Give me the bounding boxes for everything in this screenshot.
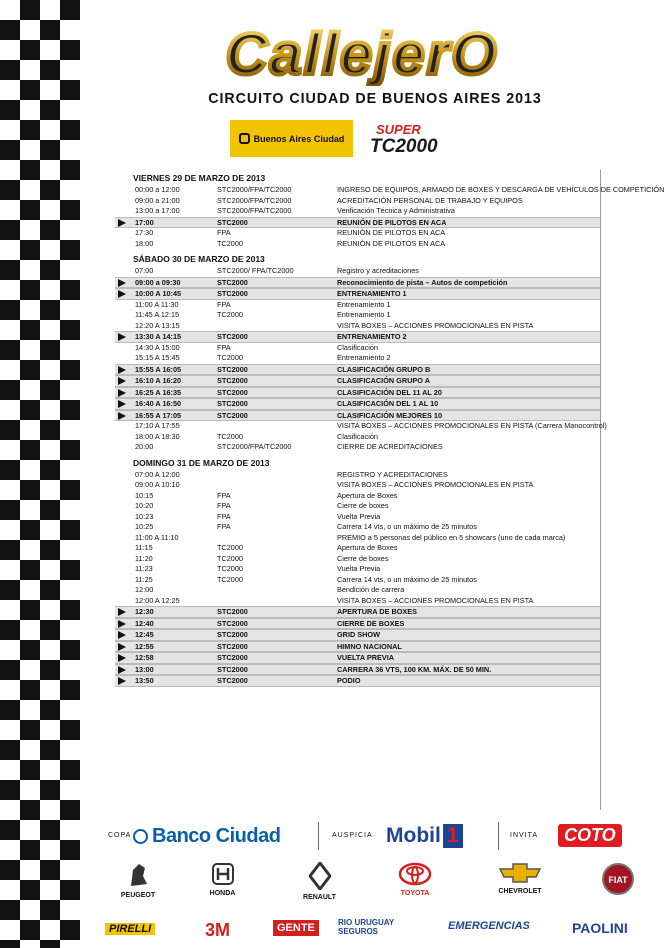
row-event: ENTRENAMIENTO 1 bbox=[337, 289, 407, 298]
mobil-1-logo: Mobil 1 bbox=[386, 824, 463, 848]
row-time: 12:55 bbox=[135, 641, 154, 651]
toyota-logo: TOYOTA bbox=[385, 862, 445, 897]
schedule-row bbox=[115, 300, 600, 311]
schedule-row bbox=[115, 533, 600, 544]
row-time: 10:20 bbox=[135, 501, 154, 510]
row-time: 14:30 A 15:00 bbox=[135, 342, 180, 352]
buenos-aires-ciudad-logo: Buenos Aires Ciudad bbox=[230, 120, 353, 157]
row-time: 09:00 a 09:30 bbox=[135, 277, 181, 287]
peugeot-logo: PEUGEOT bbox=[108, 862, 168, 899]
row-category: STC2000/ FPA/TC2000 bbox=[217, 266, 294, 275]
schedule-row bbox=[115, 543, 600, 554]
row-category: STC2000 bbox=[217, 399, 248, 408]
row-event: CARRERA 36 VTS, 100 KM. MÁX. DE 50 MIN. bbox=[337, 664, 492, 674]
schedule-row bbox=[115, 491, 600, 502]
schedule-row-highlighted bbox=[115, 398, 600, 410]
row-time: 17:00 bbox=[135, 217, 154, 227]
row-event: Carrera 14 vts, o un máximo de 25 minutos bbox=[337, 522, 477, 531]
row-time: 12:20 A 13:15 bbox=[135, 320, 180, 330]
row-category: TC2000 bbox=[217, 564, 243, 573]
schedule-row-highlighted bbox=[115, 618, 600, 630]
day-heading: VIERNES 29 DE MARZO DE 2013 bbox=[133, 173, 266, 183]
chevrolet-bowtie-icon bbox=[498, 862, 542, 884]
schedule-row-highlighted bbox=[115, 410, 600, 422]
invita-label: INVITA bbox=[510, 832, 539, 839]
row-time: 18:00 bbox=[135, 238, 154, 248]
header bbox=[80, 0, 670, 168]
schedule-row bbox=[115, 470, 600, 481]
arrow-right-icon bbox=[118, 643, 126, 651]
row-category: FPA bbox=[217, 228, 231, 237]
row-time: 12:00 bbox=[135, 585, 154, 594]
row-time: 10:25 bbox=[135, 522, 154, 531]
row-time: 12:40 bbox=[135, 618, 154, 628]
schedule-row bbox=[115, 596, 600, 607]
row-event: INGRESO DE EQUIPOS, ARMADO DE BOXES Y DESCARGA DE VEHÍCULOS DE COMPETICIÓN bbox=[337, 185, 665, 194]
row-category: STC2000 bbox=[217, 217, 248, 227]
row-category: STC2000 bbox=[217, 676, 248, 685]
row-category: STC2000/FPA/TC2000 bbox=[217, 442, 292, 451]
row-event: REUNIÓN DE PILOTOS EN ACA bbox=[337, 238, 446, 248]
row-category: TC2000 bbox=[217, 553, 243, 563]
row-time: 13:50 bbox=[135, 676, 154, 685]
row-event: Reconocimiento de pista – Autos de competición bbox=[337, 277, 508, 287]
schedule-row-highlighted bbox=[115, 652, 600, 664]
row-category: STC2000 bbox=[217, 332, 248, 341]
row-category: STC2000 bbox=[217, 387, 248, 397]
callejero-logo bbox=[140, 24, 585, 86]
schedule-row bbox=[115, 421, 607, 432]
row-time: 12:45 bbox=[135, 630, 154, 639]
honda-logo: HONDA bbox=[195, 862, 250, 897]
row-event: Clasificación bbox=[337, 342, 378, 352]
row-time: 16:10 A 16:20 bbox=[135, 376, 182, 385]
arrow-right-icon bbox=[118, 290, 126, 298]
schedule-row bbox=[115, 432, 600, 443]
schedule-row bbox=[115, 206, 600, 217]
schedule-row-highlighted bbox=[115, 641, 600, 653]
row-time: 15:55 A 16:05 bbox=[135, 364, 182, 374]
row-event: Carrera 14 vts, o un máximo de 25 minutos bbox=[337, 574, 477, 584]
row-category: STC2000/FPA/TC2000 bbox=[217, 185, 292, 194]
schedule-row-highlighted bbox=[115, 387, 600, 399]
row-event: Bendición de carrera bbox=[337, 585, 405, 594]
arrow-right-icon bbox=[118, 333, 126, 341]
row-event: Clasificación bbox=[337, 431, 378, 441]
gente-logo: GENTE bbox=[273, 920, 319, 936]
row-event: REUNIÓN DE PILOTOS EN ACA bbox=[337, 228, 446, 237]
row-category: FPA bbox=[217, 490, 231, 500]
row-event: VISITA BOXES – ACCIONES PROMOCIONALES EN PISTA bbox=[337, 480, 534, 489]
arrow-right-icon bbox=[118, 377, 126, 385]
row-time: 15:15 A 15:45 bbox=[135, 353, 180, 362]
row-category: STC2000 bbox=[217, 630, 248, 639]
arrow-right-icon bbox=[118, 412, 126, 420]
arrow-right-icon bbox=[118, 631, 126, 639]
row-time: 12:00 A 12:25 bbox=[135, 595, 180, 605]
chevrolet-logo: CHEVROLET bbox=[485, 862, 555, 895]
schedule-row bbox=[115, 343, 600, 354]
schedule-row bbox=[115, 442, 600, 453]
row-time: 18:00 A 18:30 bbox=[135, 431, 180, 441]
row-category: STC2000 bbox=[217, 410, 248, 420]
schedule-row-highlighted bbox=[115, 217, 600, 229]
banco-ciudad-icon bbox=[133, 829, 148, 844]
row-time: 11:45 A 12:15 bbox=[135, 310, 180, 319]
car-brands bbox=[80, 862, 670, 907]
row-category: STC2000 bbox=[217, 607, 248, 616]
schedule-row bbox=[115, 228, 600, 239]
schedule-row-highlighted bbox=[115, 375, 600, 387]
row-time: 11:00 A 11:10 bbox=[135, 532, 179, 542]
row-event: REGISTRO Y ACREDITACIONES bbox=[337, 469, 448, 479]
auspicia-label: AUSPICIA bbox=[332, 832, 373, 839]
schedule-row bbox=[115, 512, 600, 523]
schedule-row bbox=[115, 575, 600, 586]
renault-diamond-icon bbox=[309, 862, 331, 890]
day-heading: SÁBADO 30 DE MARZO DE 2013 bbox=[133, 254, 265, 264]
schedule-row bbox=[115, 321, 600, 332]
schedule-row bbox=[115, 239, 600, 250]
row-category: FPA bbox=[217, 342, 231, 352]
arrow-right-icon bbox=[118, 219, 126, 227]
row-category: TC2000 bbox=[217, 238, 243, 248]
row-category: TC2000 bbox=[217, 574, 243, 584]
row-event: ENTRENAMIENTO 2 bbox=[337, 332, 407, 341]
schedule-row-highlighted bbox=[115, 606, 600, 618]
row-time: 11:00 A 11:30 bbox=[135, 299, 179, 309]
row-category: STC2000 bbox=[217, 277, 248, 287]
renault-logo: RENAULT bbox=[292, 862, 347, 901]
row-event: Verificación Técnica y Administrativa bbox=[337, 206, 455, 215]
row-event: Entrenamiento 1 bbox=[337, 299, 391, 309]
day-heading: DOMINGO 31 DE MARZO DE 2013 bbox=[133, 457, 270, 468]
row-time: 07:00 A 12:00 bbox=[135, 469, 180, 479]
footer-sponsors bbox=[80, 910, 670, 945]
row-time: 10:23 bbox=[135, 511, 154, 521]
row-time: 10:15 bbox=[135, 490, 154, 500]
event-subtitle: CIRCUITO CIUDAD DE BUENOS AIRES 2013 bbox=[208, 90, 542, 107]
arrow-right-icon bbox=[118, 279, 126, 287]
row-event: VISITA BOXES – ACCIONES PROMOCIONALES EN PISTA (Carrera Manocontrol) bbox=[337, 421, 607, 430]
row-category: STC2000 bbox=[217, 364, 248, 374]
honda-h-icon bbox=[211, 862, 235, 886]
row-event: Registro y acreditaciones bbox=[337, 266, 419, 275]
svg-text:TC2000: TC2000 bbox=[370, 136, 438, 156]
emergencias-logo: EMERGENCIAS bbox=[448, 920, 530, 932]
row-time: 09:00 a 21:00 bbox=[135, 195, 180, 205]
row-category: TC2000 bbox=[217, 543, 243, 552]
paolini-logo: PAOLINI bbox=[572, 920, 628, 936]
row-event: CLASIFICACIÓN GRUPO B bbox=[337, 364, 431, 374]
schedule-row-highlighted bbox=[115, 629, 600, 641]
row-event: Vuelta Previa bbox=[337, 511, 381, 521]
row-event: HIMNO NACIONAL bbox=[337, 641, 402, 651]
row-event: Cierre de boxes bbox=[337, 501, 389, 510]
fiat-logo bbox=[595, 862, 640, 898]
row-category: STC2000/FPA/TC2000 bbox=[217, 195, 292, 205]
row-event: CLASIFICACIÓN MEJORES 10 bbox=[337, 410, 443, 420]
schedule-row bbox=[115, 196, 600, 207]
schedule-row-highlighted bbox=[115, 277, 600, 289]
schedule-row bbox=[115, 564, 600, 575]
copa-label: COPA bbox=[108, 832, 132, 839]
schedule bbox=[115, 168, 665, 808]
schedule-row-highlighted bbox=[115, 675, 600, 687]
row-event: APERTURA DE BOXES bbox=[337, 607, 418, 616]
arrow-right-icon bbox=[118, 620, 126, 628]
row-time: 13:30 A 14:15 bbox=[135, 332, 182, 341]
row-event: VISITA BOXES – ACCIONES PROMOCIONALES EN PISTA bbox=[337, 320, 534, 330]
row-event: Entrenamiento 1 bbox=[337, 310, 391, 319]
row-time: 12:30 bbox=[135, 607, 154, 616]
3m-logo: 3M bbox=[205, 920, 231, 940]
arrow-right-icon bbox=[118, 677, 126, 685]
schedule-row bbox=[115, 353, 600, 364]
row-time: 20:00 bbox=[135, 442, 154, 451]
row-time: 11:25 bbox=[135, 574, 153, 584]
rio-uruguay-seguros-logo: RIO URUGUAY SEGUROS bbox=[338, 918, 395, 936]
row-event: REUNIÓN DE PILOTOS EN ACA bbox=[337, 217, 447, 227]
arrow-right-icon bbox=[118, 366, 126, 374]
row-time: 13:00 bbox=[135, 664, 154, 674]
row-time: 07:00 bbox=[135, 266, 154, 275]
row-event: Vuelta Previa bbox=[337, 564, 381, 573]
row-time: 13:00 a 17:00 bbox=[135, 206, 180, 215]
schedule-row bbox=[115, 185, 665, 196]
divider bbox=[498, 822, 499, 850]
divider bbox=[318, 822, 319, 850]
arrow-right-icon bbox=[118, 608, 126, 616]
schedule-row bbox=[115, 266, 600, 277]
row-event: VISITA BOXES – ACCIONES PROMOCIONALES EN PISTA bbox=[337, 595, 534, 605]
row-event: CLASIFICACIÓN GRUPO A bbox=[337, 376, 430, 385]
row-event: Apertura de Boxes bbox=[337, 543, 398, 552]
row-category: FPA bbox=[217, 501, 231, 510]
schedule-row-highlighted bbox=[115, 331, 600, 343]
arrow-right-icon bbox=[118, 400, 126, 408]
pirelli-logo: PIRELLI bbox=[105, 923, 155, 935]
arrow-right-icon bbox=[118, 389, 126, 397]
row-event: GRID SHOW bbox=[337, 630, 380, 639]
checkered-flag-border bbox=[0, 0, 80, 948]
row-category: FPA bbox=[217, 511, 231, 521]
schedule-row-highlighted bbox=[115, 364, 600, 376]
row-event: Apertura de Boxes bbox=[337, 490, 398, 500]
row-category: FPA bbox=[217, 299, 231, 309]
row-category: FPA bbox=[217, 522, 231, 531]
row-category: TC2000 bbox=[217, 353, 243, 362]
row-time: 16:55 A 17:05 bbox=[135, 410, 182, 420]
arrow-right-icon bbox=[118, 654, 126, 662]
row-category: STC2000/FPA/TC2000 bbox=[217, 206, 292, 215]
row-time: 12:58 bbox=[135, 653, 154, 662]
super-tc2000-logo bbox=[366, 120, 464, 156]
row-time: 11:20 bbox=[135, 553, 153, 563]
row-time: 00:00 a 12:00 bbox=[135, 185, 180, 194]
schedule-row bbox=[115, 310, 600, 321]
schedule-row-highlighted bbox=[115, 664, 600, 676]
row-category: TC2000 bbox=[217, 431, 243, 441]
schedule-row bbox=[115, 554, 600, 565]
svg-text:FIAT: FIAT bbox=[607, 875, 628, 885]
row-category: TC2000 bbox=[217, 310, 243, 319]
row-event: CIERRE DE ACREDITACIONES bbox=[337, 442, 443, 451]
row-event: VUELTA PREVIA bbox=[337, 653, 395, 662]
row-time: 10:00 A 10:45 bbox=[135, 289, 182, 298]
coto-logo: COTO bbox=[558, 824, 622, 847]
row-time: 11:23 bbox=[135, 564, 153, 573]
row-event: Cierre de boxes bbox=[337, 553, 389, 563]
row-time: 16:25 A 16:35 bbox=[135, 387, 182, 397]
lion-icon bbox=[123, 862, 153, 888]
ba-mark-icon bbox=[239, 133, 250, 144]
svg-text:SUPER: SUPER bbox=[376, 122, 421, 137]
schedule-row bbox=[115, 480, 600, 491]
row-time: 09:00 A 10:10 bbox=[135, 480, 180, 489]
row-time: 17:10 A 17:55 bbox=[135, 421, 180, 430]
banco-ciudad-logo: Banco Ciudad bbox=[133, 825, 280, 848]
row-event: CLASIFICACIÓN DEL 1 AL 10 bbox=[337, 399, 439, 408]
row-event: CLASIFICACIÓN DEL 11 AL 20 bbox=[337, 387, 442, 397]
row-event: PODIO bbox=[337, 676, 361, 685]
schedule-row bbox=[115, 585, 600, 596]
fiat-badge-icon bbox=[601, 862, 635, 896]
row-event: CIERRE DE BOXES bbox=[337, 618, 405, 628]
row-category: STC2000 bbox=[217, 664, 248, 674]
row-category: STC2000 bbox=[217, 641, 248, 651]
sponsor-bar bbox=[80, 812, 670, 858]
schedule-row bbox=[115, 522, 600, 533]
row-event: PREMIO a 5 personas del público en 5 showcars (uno de cada marca) bbox=[337, 532, 566, 542]
row-category: STC2000 bbox=[217, 653, 248, 662]
schedule-row-highlighted bbox=[115, 288, 600, 300]
toyota-ellipse-icon bbox=[398, 862, 432, 886]
row-category: STC2000 bbox=[217, 289, 248, 298]
row-event: ACREDITACIÓN PERSONAL DE TRABAJO Y EQUIPOS bbox=[337, 195, 523, 205]
row-event: Entrenamiento 2 bbox=[337, 353, 391, 362]
row-time: 11:15 bbox=[135, 543, 153, 552]
arrow-right-icon bbox=[118, 666, 126, 674]
row-category: STC2000 bbox=[217, 376, 248, 385]
row-time: 17:30 bbox=[135, 228, 154, 237]
row-category: STC2000 bbox=[217, 618, 248, 628]
schedule-row bbox=[115, 501, 600, 512]
svg-text:CallejerO: CallejerO bbox=[225, 24, 499, 86]
row-time: 16:40 A 16:50 bbox=[135, 399, 182, 408]
